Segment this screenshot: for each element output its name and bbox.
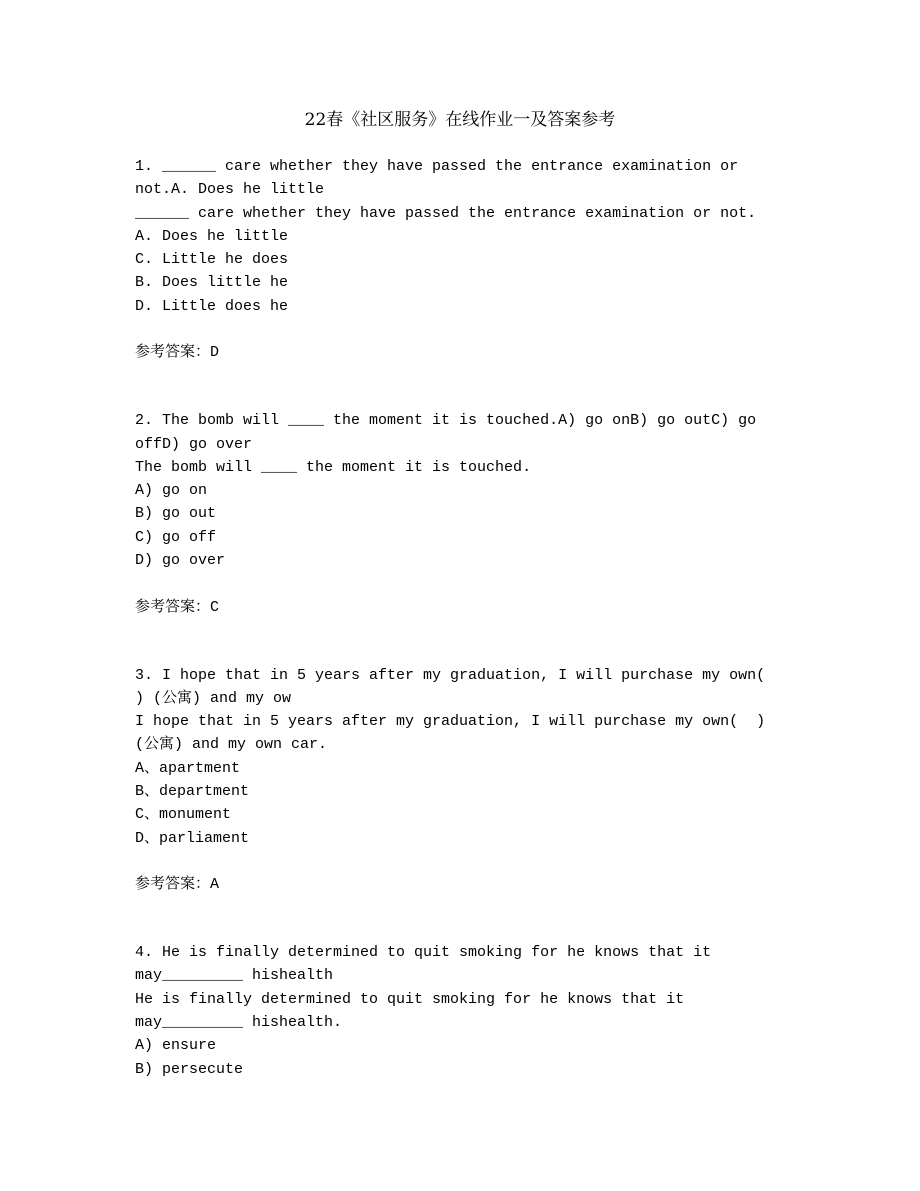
question-heading-line: ) (公寓) and my ow — [135, 689, 292, 707]
reference-answer-label: 参考答案： — [135, 344, 211, 362]
reference-answer — [135, 341, 835, 364]
reference-answer-label: 参考答案： — [135, 876, 211, 894]
reference-answer-value: D — [210, 344, 220, 362]
question-heading-line: offD) go over — [135, 435, 253, 453]
answer-option: B. Does little he — [135, 274, 289, 292]
question-list — [135, 155, 835, 1125]
answer-option: A) ensure — [135, 1037, 217, 1055]
question-stem-line: ______ care whether they have passed the entrance examination or not. — [135, 204, 757, 222]
question-heading-line: 4. He is finally determined to quit smoking for he knows that it — [135, 944, 712, 962]
answer-option: C. Little he does — [135, 251, 289, 269]
question-heading-line: 1. ______ care whether they have passed the entrance examination or — [135, 158, 739, 175]
document-title: 22春《社区服务》在线作业一及答案参考 — [304, 110, 616, 130]
question-heading-line: 3. I hope that in 5 years after my graduation, I will purchase my own( — [135, 666, 766, 684]
question-block — [135, 941, 835, 1081]
answer-option: A. Does he little — [135, 227, 289, 245]
question-stem-line: (公寓) and my own car. — [135, 736, 328, 754]
reference-answer — [135, 596, 835, 619]
answer-option: B、department — [135, 783, 250, 801]
answer-option: A、apartment — [135, 759, 241, 777]
answer-option: B) go out — [135, 505, 217, 523]
question-stem-line: I hope that in 5 years after my graduation, I will purchase my own( ) — [135, 713, 766, 731]
answer-option: A) go on — [135, 482, 208, 500]
answer-option: D. Little does he — [135, 297, 289, 315]
answer-option: C、monument — [135, 806, 232, 824]
reference-answer-value: A — [210, 876, 220, 894]
question-heading-line: not.A. Does he little — [135, 181, 325, 199]
reference-answer-label: 参考答案： — [135, 598, 211, 616]
question-block — [135, 155, 835, 365]
question-stem-line: He is finally determined to quit smoking for he knows that it — [135, 990, 685, 1008]
answer-option: C) go off — [135, 528, 217, 546]
question-stem-line: The bomb will ____ the moment it is touched. — [135, 458, 532, 476]
reference-answer — [135, 873, 835, 896]
answer-option: D、parliament — [135, 829, 250, 847]
question-block — [135, 409, 835, 619]
question-heading-line: may_________ hishealth — [135, 967, 334, 985]
question-stem-line: may_________ hishealth. — [135, 1013, 343, 1031]
question-block — [135, 664, 835, 897]
answer-option: B) persecute — [135, 1060, 244, 1078]
reference-answer-value: C — [210, 598, 220, 616]
answer-option: D) go over — [135, 552, 226, 570]
question-heading-line: 2. The bomb will ____ the moment it is touched.A) go onB) go outC) go — [135, 412, 757, 430]
